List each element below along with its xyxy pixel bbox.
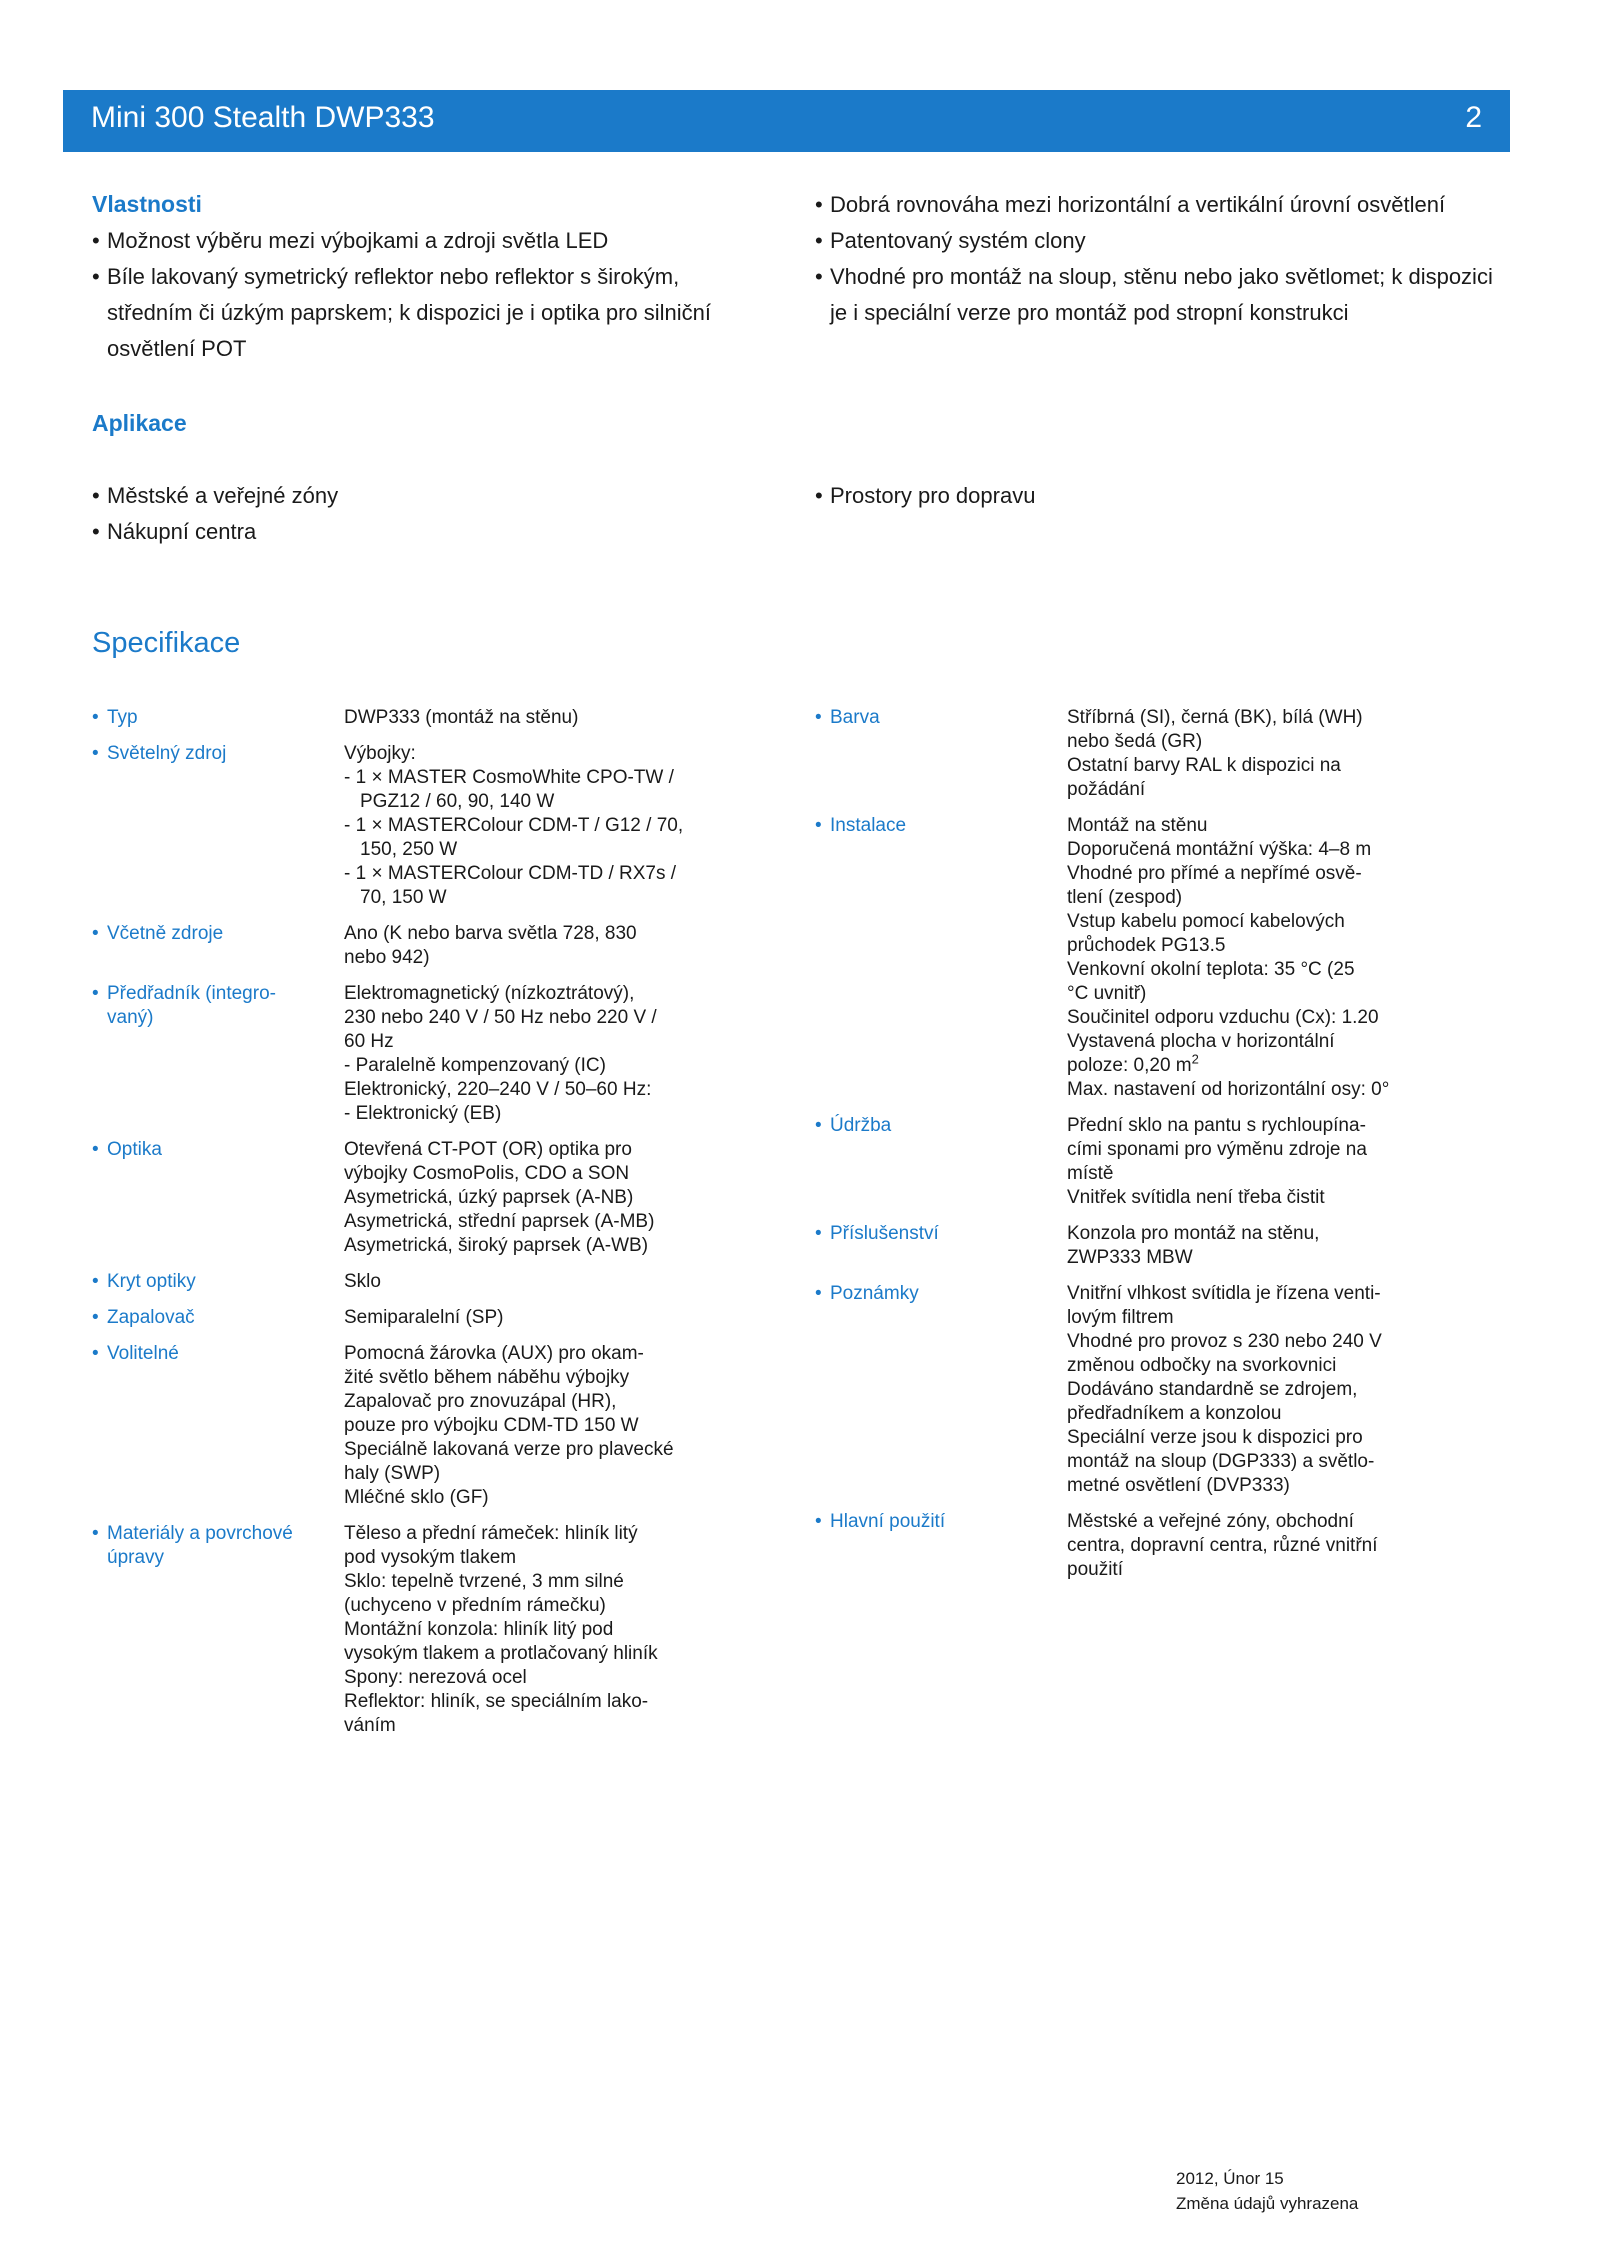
spec-value [344, 1270, 684, 1294]
spec-value [1067, 1510, 1407, 1582]
spec-value-line: Speciální verze jsou k dispozici pro [1067, 1427, 1363, 1448]
list-item: • Vhodné pro montáž na sloup, stěnu nebo jako světlomet; k dispozici je i speciální verze pro montáž pod stropní konstrukci [815, 259, 1515, 331]
spec-value-line: haly (SWP) [344, 1463, 441, 1484]
spec-value-line: Montážní konzola: hliník litý pod [344, 1619, 614, 1640]
list-item: • Prostory pro dopravu [815, 478, 1495, 514]
spec-value-line: 60 Hz [344, 1031, 394, 1052]
spec-value-line: metné osvětlení (DVP333) [1067, 1475, 1290, 1496]
spec-label: • Optika [92, 1138, 319, 1162]
footer-note: Změna údajů vyhrazena [1176, 2194, 1359, 2213]
spec-value-line: tlení (zespod) [1067, 887, 1183, 908]
spec-value [344, 922, 684, 970]
spec-value-line: - 1 × MASTER CosmoWhite CPO-TW / PGZ12 / 60, 90, 140 W [344, 767, 674, 812]
spec-value-line: Doporučená montážní výška: 4–8 m [1067, 839, 1372, 860]
spec-value-line: Ostatní barvy RAL k dispozici na [1067, 755, 1341, 776]
spec-value-line: cími sponami pro výměnu zdroje na [1067, 1139, 1367, 1160]
spec-value-line: váním [344, 1715, 396, 1736]
spec-value [1067, 1114, 1407, 1210]
spec-value-line: °C uvnitř) [1067, 983, 1147, 1004]
spec-value [1067, 814, 1407, 1102]
spec-row [92, 706, 684, 730]
spec-value [1067, 1222, 1407, 1270]
spec-row [815, 706, 1407, 802]
spec-value-line: Venkovní okolní teplota: 35 °C (25 [1067, 959, 1355, 980]
spec-value-line: nebo šedá (GR) [1067, 731, 1203, 752]
spec-value-line: Elektromagnetický (nízkoztrátový), [344, 983, 635, 1004]
spec-value-line: Ano (K nebo barva světla 728, 830 [344, 923, 637, 944]
features-list-right [815, 187, 1515, 331]
spec-value-line: Otevřená CT-POT (OR) optika pro [344, 1139, 632, 1160]
spec-value-line: Asymetrická, střední paprsek (A-MB) [344, 1211, 655, 1232]
spec-value-line: nebo 942) [344, 947, 430, 968]
page-title: Mini 300 Stealth DWP333 [91, 101, 435, 134]
specs-column-left [92, 706, 684, 1750]
footer-date: 2012, Únor 15 [1176, 2169, 1284, 2188]
spec-label: • Světelný zdroj [92, 742, 319, 766]
spec-value-line: - 1 × MASTERColour CDM-TD / RX7s / 70, 150 W [344, 863, 677, 908]
spec-row [92, 982, 684, 1126]
specs-title: Specifikace [92, 627, 241, 659]
list-item: • Nákupní centra [92, 514, 772, 550]
spec-value-line: Vhodné pro provoz s 230 nebo 240 V [1067, 1331, 1382, 1352]
spec-value-line: výbojky CosmoPolis, CDO a SON [344, 1163, 630, 1184]
spec-value [344, 1306, 684, 1330]
spec-value [344, 1522, 684, 1738]
spec-label: • Barva [815, 706, 1042, 730]
spec-value-line: Semiparalelní (SP) [344, 1307, 504, 1328]
applications-list-left [92, 478, 772, 550]
spec-value [344, 982, 684, 1126]
page-number: 2 [1465, 101, 1482, 134]
spec-label: • Včetně zdroje [92, 922, 319, 946]
spec-value-line: Elektronický, 220–240 V / 50–60 Hz: [344, 1079, 652, 1100]
spec-row [815, 1114, 1407, 1210]
features-list-left [92, 223, 772, 367]
list-item: • Dobrá rovnováha mezi horizontální a vertikální úrovní osvětlení [815, 187, 1515, 223]
spec-value-line: pod vysokým tlakem [344, 1547, 517, 1568]
spec-value-line: Vystavená plocha v horizontální [1067, 1031, 1335, 1052]
spec-value-line: Spony: nerezová ocel [344, 1667, 527, 1688]
spec-value-line: Asymetrická, úzký paprsek (A-NB) [344, 1187, 634, 1208]
spec-value-line: předřadníkem a konzolou [1067, 1403, 1282, 1424]
spec-value-line: Reflektor: hliník, se speciálním lako- [344, 1691, 649, 1712]
list-item: • Městské a veřejné zóny [92, 478, 772, 514]
spec-value-line: vysokým tlakem a protlačovaný hliník [344, 1643, 658, 1664]
header-bar [63, 90, 1510, 152]
spec-value [1067, 706, 1407, 802]
footer [1176, 2166, 1358, 2216]
spec-value [344, 706, 684, 730]
specs-column-right [815, 706, 1407, 1594]
spec-value-line: Sklo: tepelně tvrzené, 3 mm silné [344, 1571, 624, 1592]
spec-label: • Materiály a povrchové úpravy [92, 1522, 319, 1570]
spec-value-line: pouze pro výbojku CDM-TD 150 W [344, 1415, 639, 1436]
spec-label: • Hlavní použití [815, 1510, 1042, 1534]
spec-label: • Zapalovač [92, 1306, 319, 1330]
spec-label: • Instalace [815, 814, 1042, 838]
spec-value-line: Speciálně lakovaná verze pro plavecké [344, 1439, 674, 1460]
spec-value-line: Max. nastavení od horizontální osy: 0° [1067, 1079, 1390, 1100]
spec-label: • Předřadník (integro- vaný) [92, 982, 319, 1030]
list-item: • Bíle lakovaný symetrický reflektor nebo reflektor s širokým, středním či úzkým paprskem; k dispozici je i optika pro silniční osvětlení POT [92, 259, 772, 367]
spec-value [344, 1138, 684, 1258]
features-title: Vlastnosti [92, 191, 202, 217]
spec-value-line: - 1 × MASTERColour CDM-T / G12 / 70, 150, 250 W [344, 815, 684, 860]
spec-value-line: požádání [1067, 779, 1146, 800]
spec-row [815, 1510, 1407, 1582]
spec-value [344, 742, 684, 910]
spec-value-line: - Paralelně kompenzovaný (IC) [344, 1055, 606, 1076]
spec-value-line: Mléčné sklo (GF) [344, 1487, 489, 1508]
list-item: • Možnost výběru mezi výbojkami a zdroji světla LED [92, 223, 772, 259]
spec-value-line: Zapalovač pro znovuzápal (HR), [344, 1391, 617, 1412]
spec-value-line: Vhodné pro přímé a nepřímé osvě- [1067, 863, 1362, 884]
spec-label: • Poznámky [815, 1282, 1042, 1306]
spec-value-line: Vnitřek svítidla není třeba čistit [1067, 1187, 1325, 1208]
spec-value-line: ZWP333 MBW [1067, 1247, 1193, 1268]
spec-value-line: Dodáváno standardně se zdrojem, [1067, 1379, 1358, 1400]
spec-value-line: lovým filtrem [1067, 1307, 1174, 1328]
spec-value-line: (uchyceno v předním rámečku) [344, 1595, 606, 1616]
spec-row [92, 1522, 684, 1738]
spec-value-line: použití [1067, 1559, 1123, 1580]
spec-value-line: Stříbrná (SI), černá (BK), bílá (WH) [1067, 707, 1363, 728]
spec-value-line: žité světlo během náběhu výbojky [344, 1367, 630, 1388]
spec-label: • Příslušenství [815, 1222, 1042, 1246]
spec-label: • Kryt optiky [92, 1270, 319, 1294]
spec-value-line: centra, dopravní centra, různé vnitřní [1067, 1535, 1378, 1556]
spec-row [815, 1282, 1407, 1498]
spec-value [1067, 1282, 1407, 1498]
superscript: 2 [1191, 1051, 1199, 1067]
spec-value-line: Sklo [344, 1271, 381, 1292]
spec-value-line: místě [1067, 1163, 1114, 1184]
spec-value-line: DWP333 (montáž na stěnu) [344, 707, 579, 728]
list-item: • Patentovaný systém clony [815, 223, 1515, 259]
spec-value-line: Montáž na stěnu [1067, 815, 1208, 836]
spec-value-line: Přední sklo na pantu s rychloupína- [1067, 1115, 1366, 1136]
spec-row [815, 814, 1407, 1102]
spec-label: • Typ [92, 706, 319, 730]
spec-value-line: Součinitel odporu vzduchu (Cx): 1.20 [1067, 1007, 1379, 1028]
spec-value-line: Pomocná žárovka (AUX) pro okam- [344, 1343, 644, 1364]
spec-row [92, 1306, 684, 1330]
spec-value-line: průchodek PG13.5 [1067, 935, 1226, 956]
spec-value-line: Městské a veřejné zóny, obchodní [1067, 1511, 1354, 1532]
spec-row [92, 1342, 684, 1510]
spec-value-line: montáž na sloup (DGP333) a světlo- [1067, 1451, 1375, 1472]
spec-value-line: - Elektronický (EB) [344, 1103, 502, 1124]
spec-row [92, 922, 684, 970]
spec-value-line: Konzola pro montáž na stěnu, [1067, 1223, 1320, 1244]
spec-value-line: poloze: 0,20 $m^2$ [1067, 1051, 1199, 1076]
spec-value [344, 1342, 684, 1510]
spec-value-line: 230 nebo 240 V / 50 Hz nebo 220 V / [344, 1007, 657, 1028]
spec-value-line: Asymetrická, široký paprsek (A-WB) [344, 1235, 649, 1256]
spec-value-line: Výbojky: [344, 743, 416, 764]
spec-value-line: Těleso a přední rámeček: hliník litý [344, 1523, 638, 1544]
spec-row [92, 742, 684, 910]
spec-row [92, 1138, 684, 1258]
spec-value-line: změnou odbočky na svorkovnici [1067, 1355, 1337, 1376]
spec-label: • Údržba [815, 1114, 1042, 1138]
spec-value-line: Vstup kabelu pomocí kabelových [1067, 911, 1345, 932]
spec-row [92, 1270, 684, 1294]
spec-value-line: Vnitřní vlhkost svítidla je řízena venti- [1067, 1283, 1381, 1304]
spec-row [815, 1222, 1407, 1270]
applications-title: Aplikace [92, 410, 187, 436]
applications-list-right [815, 478, 1495, 514]
spec-label: • Volitelné [92, 1342, 319, 1366]
